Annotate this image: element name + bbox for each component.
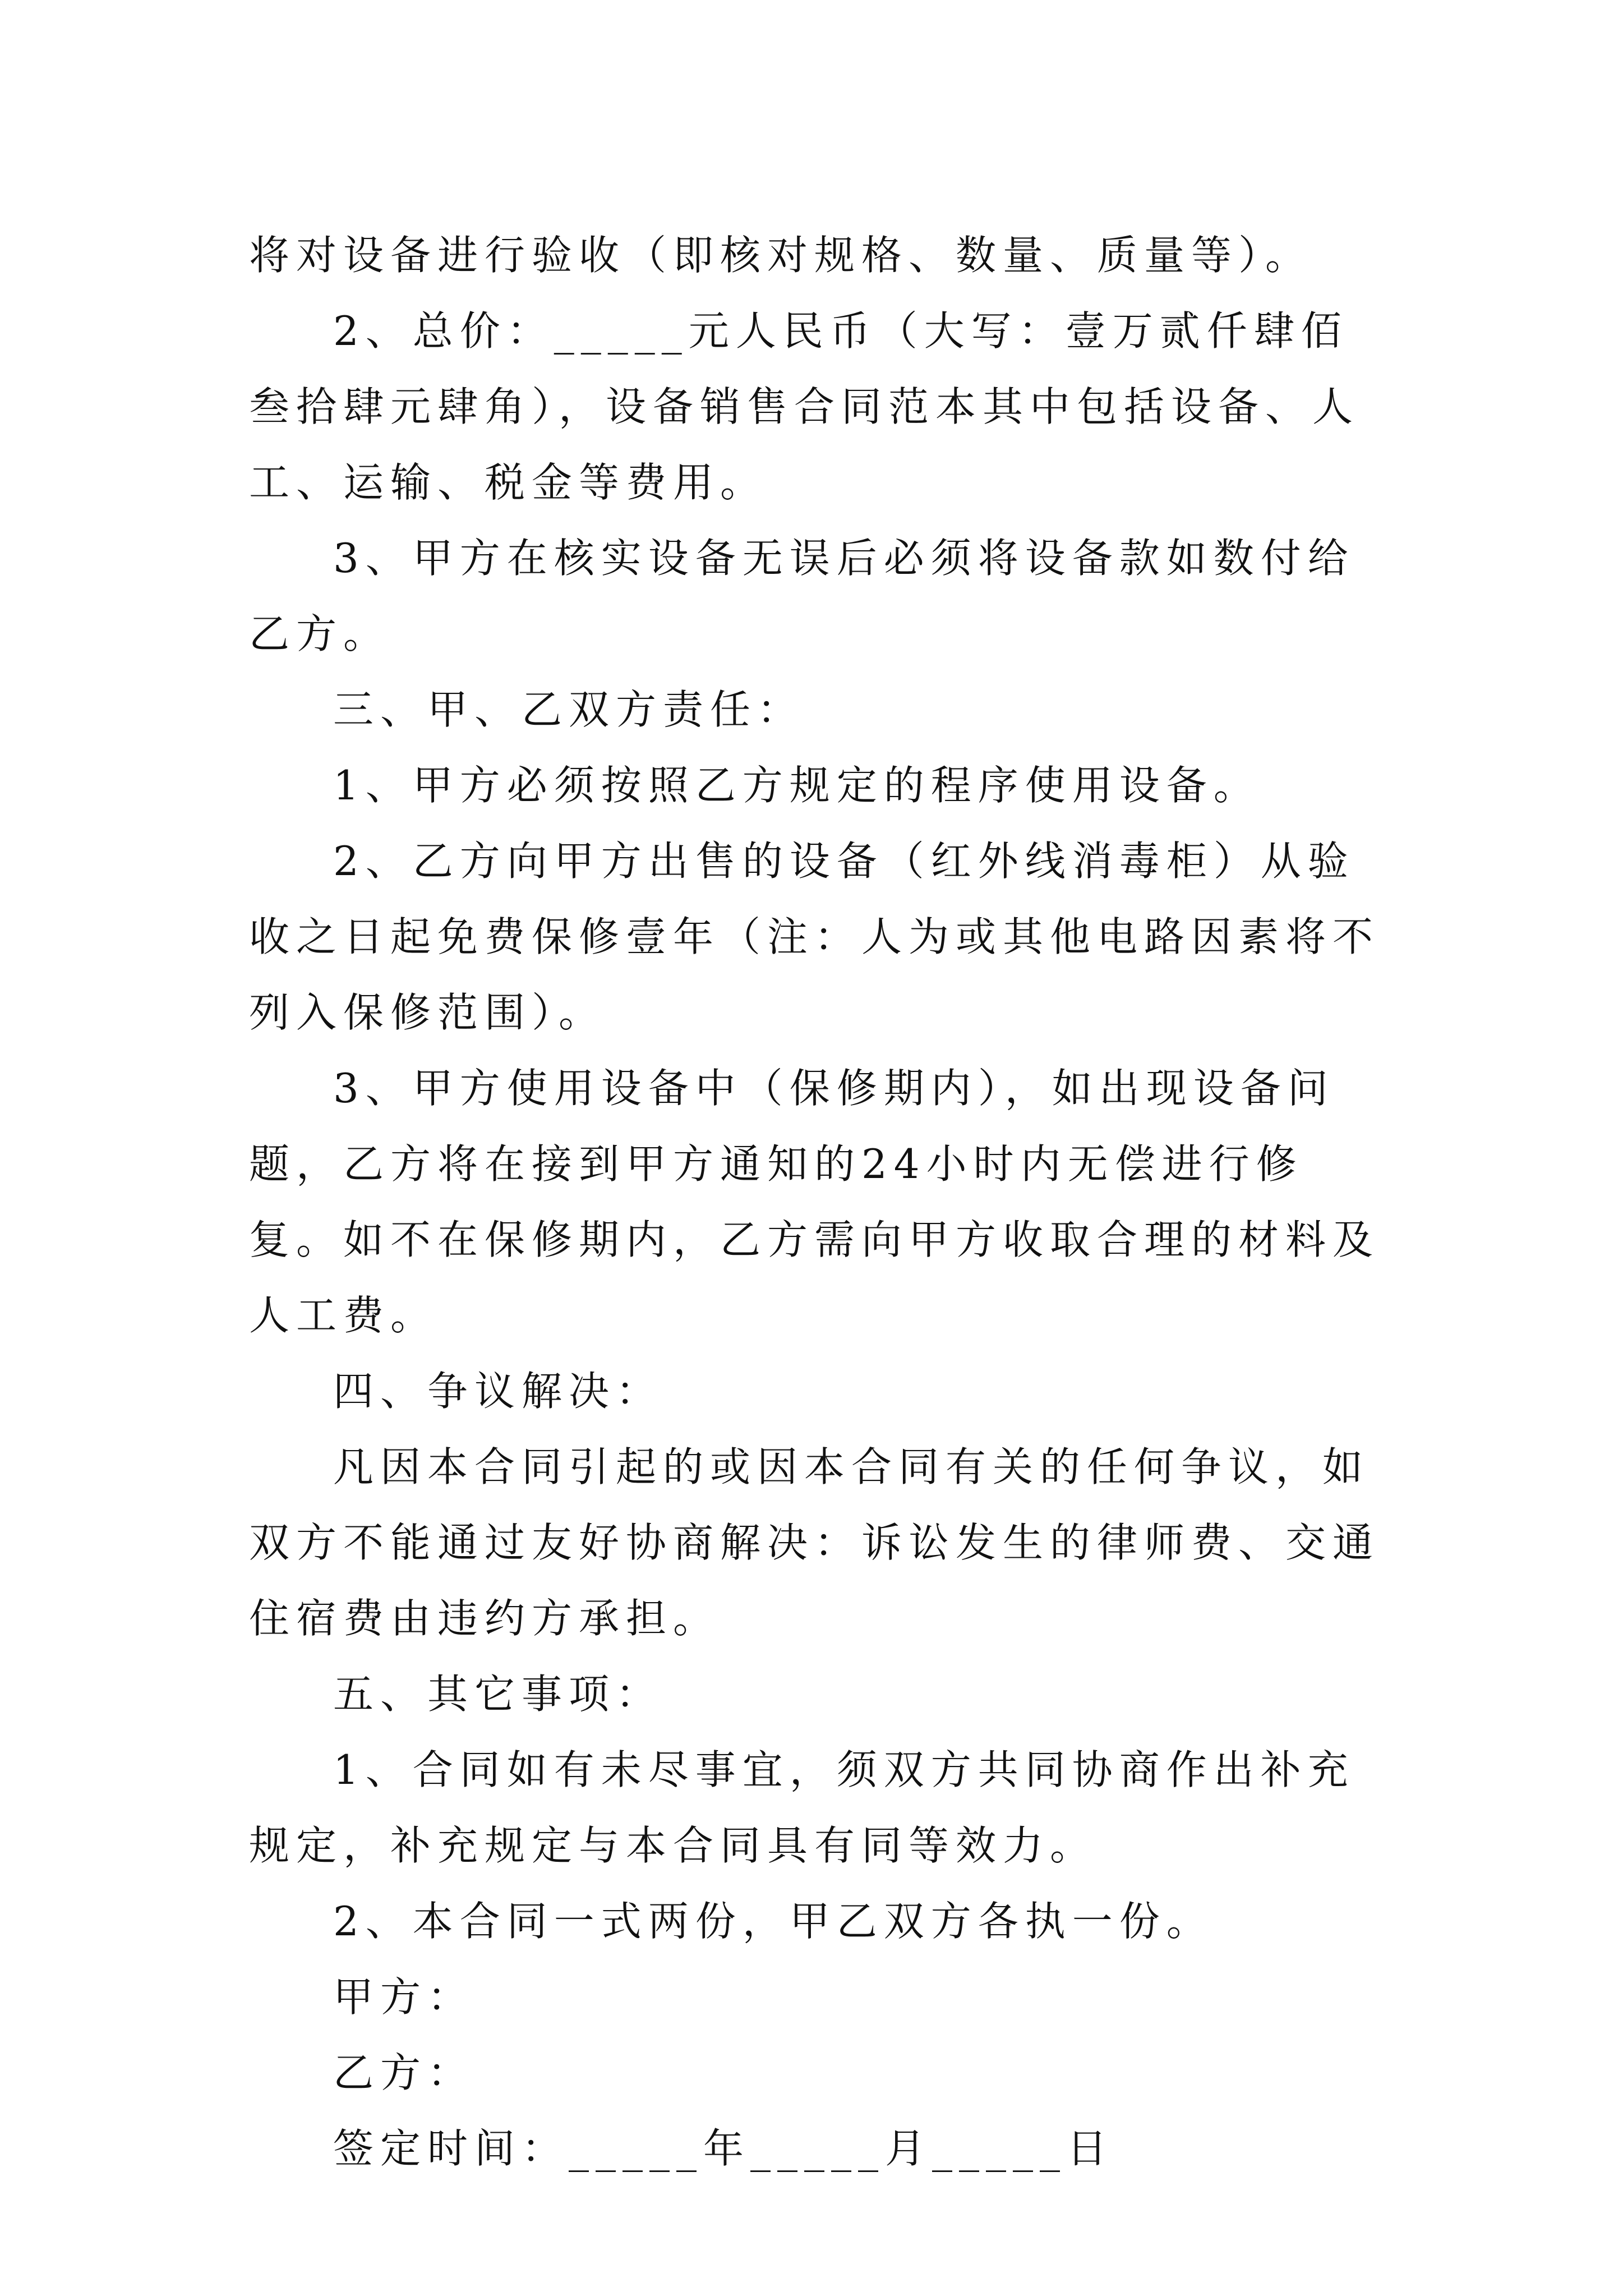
paragraph-total-price: 2、总价：_____元人民币（大写：壹万贰仟肆佰叁拾肆元肆角），设备销售合同范本其中包括设备、人工、运输、税金等费用。 [249,307,1360,506]
paragraph-dispute: 凡因本合同引起的或因本合同有关的任何争议，如双方不能通过友好协商解决：诉讼发生的律师费、交通住宿费由违约方承担。 [249,1443,1380,1642]
signature-date: 签定时间：_____年_____月_____日 [333,2125,1114,2172]
paragraph-supplement: 1、合同如有未尽事宜，须双方共同协商作出补充规定，补充规定与本合同具有同等效力。 [249,1746,1355,1869]
signature-party-a: 甲方： [333,1973,475,2021]
section-heading-other: 五、其它事项： [333,1671,663,1718]
paragraph-copies: 2、本合同一式两份，甲乙双方各执一份。 [333,1898,1214,1945]
paragraph-usage: 1、甲方必须按照乙方规定的程序使用设备。 [333,762,1261,809]
paragraph-warranty: 2、乙方向甲方出售的设备（红外线消毒柜）从验收之日起免费保修壹年（注：人为或其他电路因素将不列入保修范围）。 [249,838,1380,1036]
section-heading-responsibilities: 三、甲、乙双方责任： [333,686,805,733]
paragraph-payment: 3、甲方在核实设备无误后必须将设备款如数付给乙方。 [249,535,1355,657]
paragraph-acceptance: 将对设备进行验收（即核对规格、数量、质量等）。 [249,232,1313,279]
paragraph-repair: 3、甲方使用设备中（保修期内），如出现设备问题，乙方将在接到甲方通知的24小时内无偿进行修复。如不在保修期内，乙方需向甲方收取合理的材料及人工费。 [249,1065,1380,1339]
document-body [249,218,1380,2187]
signature-party-b: 乙方： [333,2049,475,2096]
section-heading-dispute: 四、争议解决： [333,1368,663,1415]
